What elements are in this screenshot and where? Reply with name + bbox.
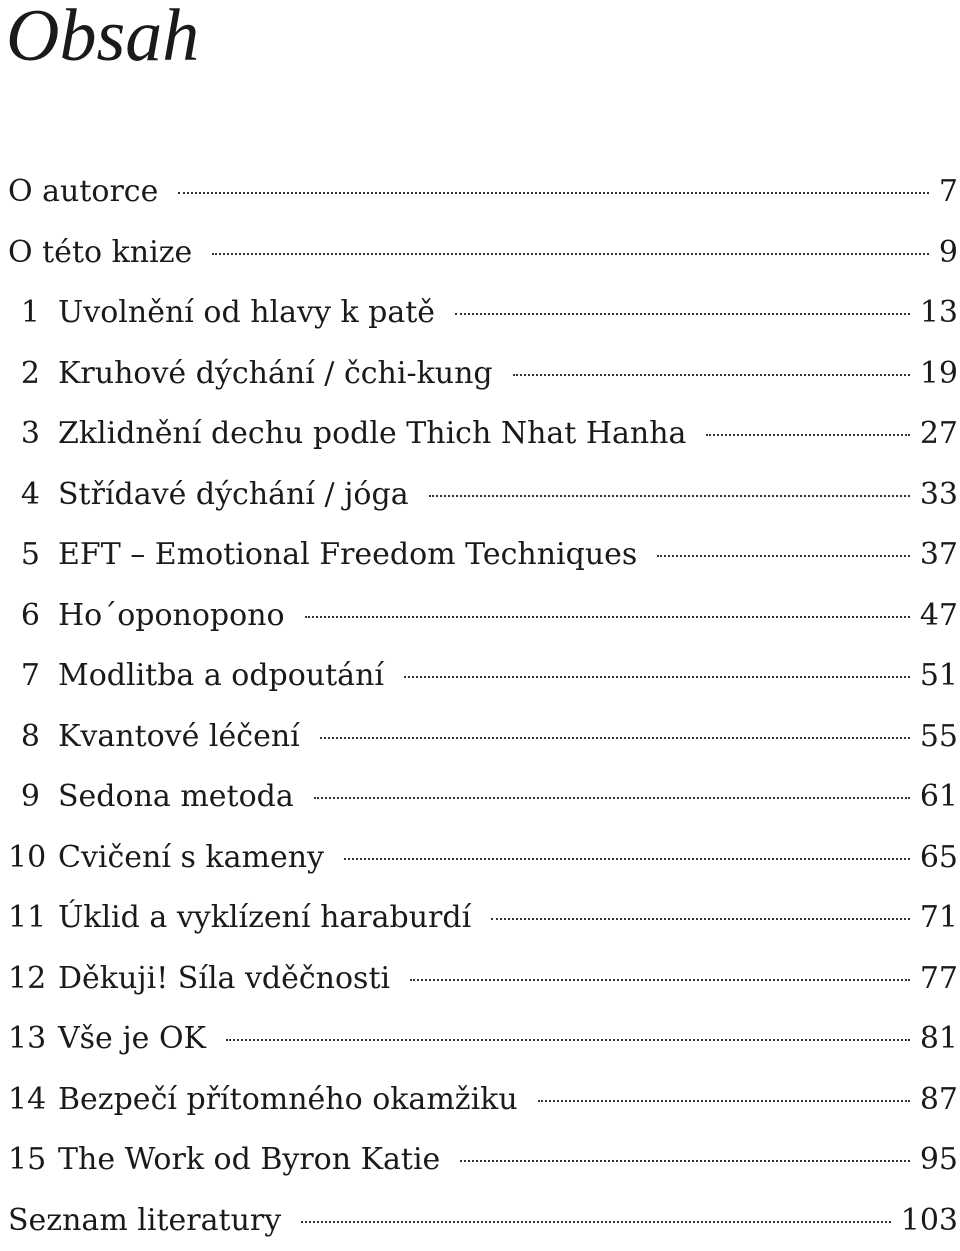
toc-entry-page: 65: [920, 828, 958, 889]
dot-leader: [706, 434, 909, 436]
toc-entry-number: 5: [8, 525, 40, 586]
toc-entry-title: Uvolnění od hlavy k patě: [58, 283, 435, 344]
toc-entry-chapter-1[interactable]: [8, 283, 958, 344]
toc-entry-chapter-6[interactable]: [8, 586, 958, 647]
toc-entry-page: 37: [920, 525, 958, 586]
toc-entry-page: 33: [920, 465, 958, 526]
toc-entry-number: 15: [8, 1130, 40, 1191]
toc-entry-page: 95: [920, 1130, 958, 1191]
toc-entry-number: 12: [8, 949, 40, 1010]
dot-leader: [429, 495, 910, 497]
toc-entry-number: 1: [8, 283, 40, 344]
dot-leader: [460, 1160, 910, 1162]
toc-entry-title: Bezpečí přítomného okamžiku: [58, 1070, 518, 1131]
toc-entry-title: Seznam literatury: [8, 1191, 281, 1251]
toc-entry-chapter-9[interactable]: [8, 767, 958, 828]
toc-entry-title: O této knize: [8, 223, 192, 284]
dot-leader: [410, 979, 910, 981]
toc-entry-page: 55: [920, 707, 958, 768]
dot-leader: [301, 1221, 891, 1223]
toc-entry-title: Ho´oponopono: [58, 586, 285, 647]
toc-entry-o-autorce[interactable]: [8, 162, 958, 223]
toc-entry-page: 61: [920, 767, 958, 828]
toc-entry-page: 77: [920, 949, 958, 1010]
toc-entry-o-teto-knize[interactable]: [8, 223, 958, 284]
toc-entry-page: 9: [939, 223, 958, 284]
dot-leader: [226, 1039, 910, 1041]
toc-entry-page: 27: [920, 404, 958, 465]
toc-entry-chapter-4[interactable]: [8, 465, 958, 526]
toc-entry-number: 13: [8, 1009, 40, 1070]
toc-entry-chapter-15[interactable]: [8, 1130, 958, 1191]
toc-entry-page: 7: [939, 162, 958, 223]
toc-entry-title: Úklid a vyklízení haraburdí: [58, 888, 471, 949]
table-of-contents: [8, 162, 958, 1251]
toc-entry-title: Vše je OK: [58, 1009, 206, 1070]
toc-entry-title: Kvantové léčení: [58, 707, 300, 768]
toc-entry-page: 103: [901, 1191, 958, 1251]
dot-leader: [212, 253, 929, 255]
toc-entry-title: Sedona metoda: [58, 767, 294, 828]
dot-leader: [491, 918, 910, 920]
dot-leader: [513, 374, 910, 376]
toc-entry-chapter-11[interactable]: [8, 888, 958, 949]
toc-entry-number: 4: [8, 465, 40, 526]
dot-leader: [305, 616, 910, 618]
dot-leader: [657, 555, 909, 557]
toc-entry-title: Střídavé dýchání / jóga: [58, 465, 409, 526]
toc-entry-chapter-3[interactable]: [8, 404, 958, 465]
page-title: Obsah: [6, 0, 199, 81]
toc-entry-chapter-7[interactable]: [8, 646, 958, 707]
toc-entry-chapter-12[interactable]: [8, 949, 958, 1010]
toc-entry-number: 8: [8, 707, 40, 768]
toc-entry-title: Kruhové dýchání / čchi-kung: [58, 344, 493, 405]
toc-entry-title: EFT – Emotional Freedom Techniques: [58, 525, 637, 586]
toc-entry-page: 51: [920, 646, 958, 707]
toc-entry-number: 9: [8, 767, 40, 828]
toc-entry-title: The Work od Byron Katie: [58, 1130, 440, 1191]
dot-leader: [178, 192, 929, 194]
toc-entry-page: 81: [920, 1009, 958, 1070]
toc-entry-number: 14: [8, 1070, 40, 1131]
toc-entry-chapter-10[interactable]: [8, 828, 958, 889]
dot-leader: [320, 737, 910, 739]
toc-entry-number: 7: [8, 646, 40, 707]
toc-entry-chapter-5[interactable]: [8, 525, 958, 586]
toc-entry-page: 87: [920, 1070, 958, 1131]
toc-entry-page: 47: [920, 586, 958, 647]
toc-entry-chapter-8[interactable]: [8, 707, 958, 768]
toc-entry-number: 2: [8, 344, 40, 405]
toc-entry-number: 11: [8, 888, 40, 949]
toc-entry-number: 10: [8, 828, 40, 889]
toc-entry-number: 3: [8, 404, 40, 465]
toc-entry-seznam-literatury[interactable]: [8, 1191, 958, 1251]
dot-leader: [538, 1100, 910, 1102]
toc-entry-title: O autorce: [8, 162, 158, 223]
toc-entry-page: 13: [920, 283, 958, 344]
toc-entry-title: Cvičení s kameny: [58, 828, 324, 889]
toc-entry-title: Modlitba a odpoutání: [58, 646, 384, 707]
dot-leader: [314, 797, 910, 799]
toc-entry-number: 6: [8, 586, 40, 647]
toc-entry-chapter-14[interactable]: [8, 1070, 958, 1131]
toc-entry-page: 19: [920, 344, 958, 405]
toc-entry-title: Zklidnění dechu podle Thich Nhat Hanha: [58, 404, 686, 465]
toc-entry-title: Děkuji! Síla vděčnosti: [58, 949, 390, 1010]
dot-leader: [455, 313, 910, 315]
toc-entry-page: 71: [920, 888, 958, 949]
dot-leader: [404, 676, 910, 678]
toc-entry-chapter-2[interactable]: [8, 344, 958, 405]
dot-leader: [344, 858, 910, 860]
toc-entry-chapter-13[interactable]: [8, 1009, 958, 1070]
